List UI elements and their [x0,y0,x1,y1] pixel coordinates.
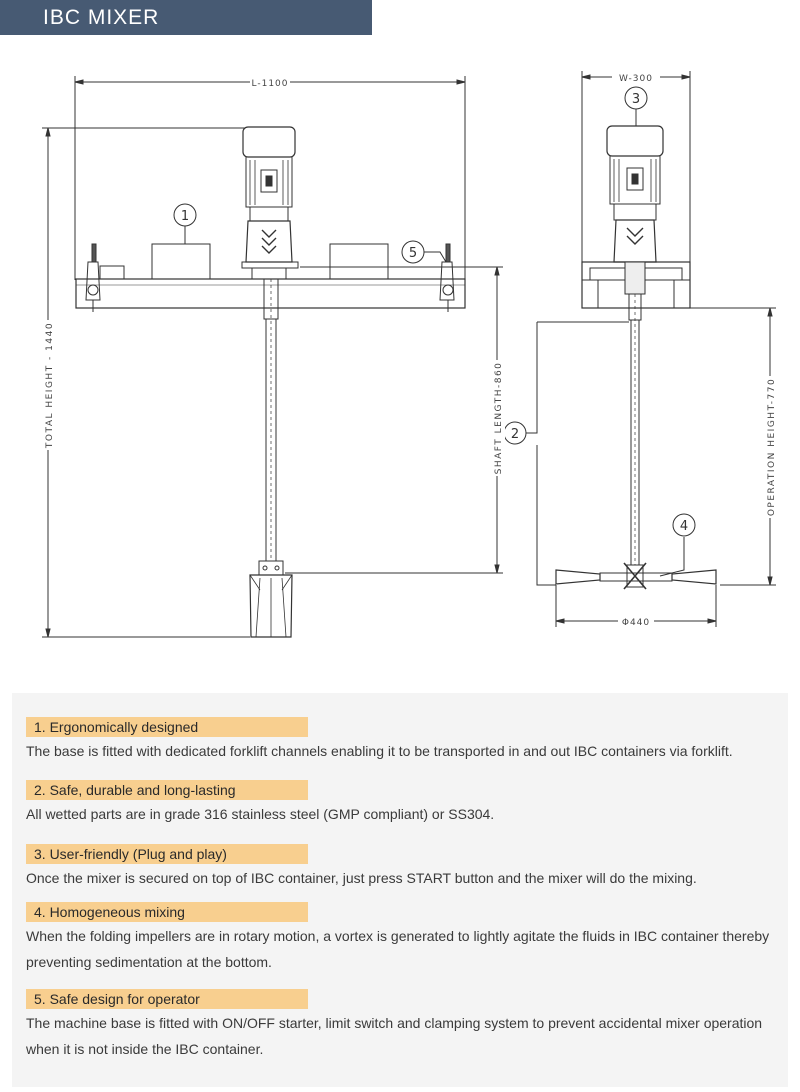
length-label: L-1100 [251,79,289,89]
feature-heading: 4. Homogeneous mixing [26,902,308,922]
motor-front [242,127,298,279]
feature-item-1 [26,717,780,764]
shaft-length-dimension [285,267,503,573]
svg-text:5: 5 [408,246,418,261]
features-panel [12,693,788,1087]
callout-4 [673,514,695,536]
feature-description: Once the mixer is secured on top of IBC container, just press START button and the mixer will do the mixing. [26,870,697,886]
feature-item-5 [26,989,780,1062]
clamp-right [440,244,454,312]
callout-5 [402,241,424,263]
svg-text:3: 3 [631,92,641,107]
shaft-length-label: SHAFT LENGTH-860 [494,361,504,475]
feature-item-3 [26,844,780,891]
feature-heading: 1. Ergonomically designed [26,717,308,737]
callout-1 [174,204,196,226]
feature-description: The base is fitted with dedicated forklift channels enabling it to be transported in and out IBC containers via forklift. [26,743,733,759]
total-height-dimension [42,128,250,637]
feature-heading: 5. Safe design for operator [26,989,308,1009]
base-beam [76,279,465,308]
technical-drawing [0,40,800,660]
svg-text:2: 2 [510,427,520,442]
diameter-label: Φ440 [621,618,651,628]
forklift-channel-left [152,244,210,279]
forklift-channel-right [330,244,388,279]
page-title: IBC MIXER [0,0,372,35]
feature-description: The machine base is fitted with ON/OFF starter, limit switch and clamping system to prevent accidental mixer operation when it is not inside the IBC container. [26,1015,763,1057]
feature-item-2 [26,780,780,827]
callout-2 [504,422,526,444]
shaft-front [264,279,278,561]
callout-leaders [185,109,684,585]
operation-height-dimension [650,308,776,585]
total-height-label: TOTAL HEIGHT - 1440 [45,321,55,449]
feature-description: When the folding impellers are in rotary motion, a vortex is generated to lightly agitate the fluids in IBC container thereby preventing sedimentation at the bottom. [26,928,770,970]
feature-description: All wetted parts are in grade 316 stainless steel (GMP compliant) or SS304. [26,806,495,822]
operation-height-label: OPERATION HEIGHT-770 [767,377,777,517]
shaft-side [629,294,641,565]
callout-3 [625,87,647,109]
clamp-left [86,244,100,312]
impeller-open [556,563,716,589]
feature-item-4 [26,902,780,975]
feature-heading: 2. Safe, durable and long-lasting [26,780,308,800]
svg-text:4: 4 [679,519,689,534]
svg-text:1: 1 [180,209,190,224]
impeller-folded [250,561,292,637]
motor-side [607,126,663,294]
width-label: W-300 [619,74,653,84]
feature-heading: 3. User-friendly (Plug and play) [26,844,308,864]
